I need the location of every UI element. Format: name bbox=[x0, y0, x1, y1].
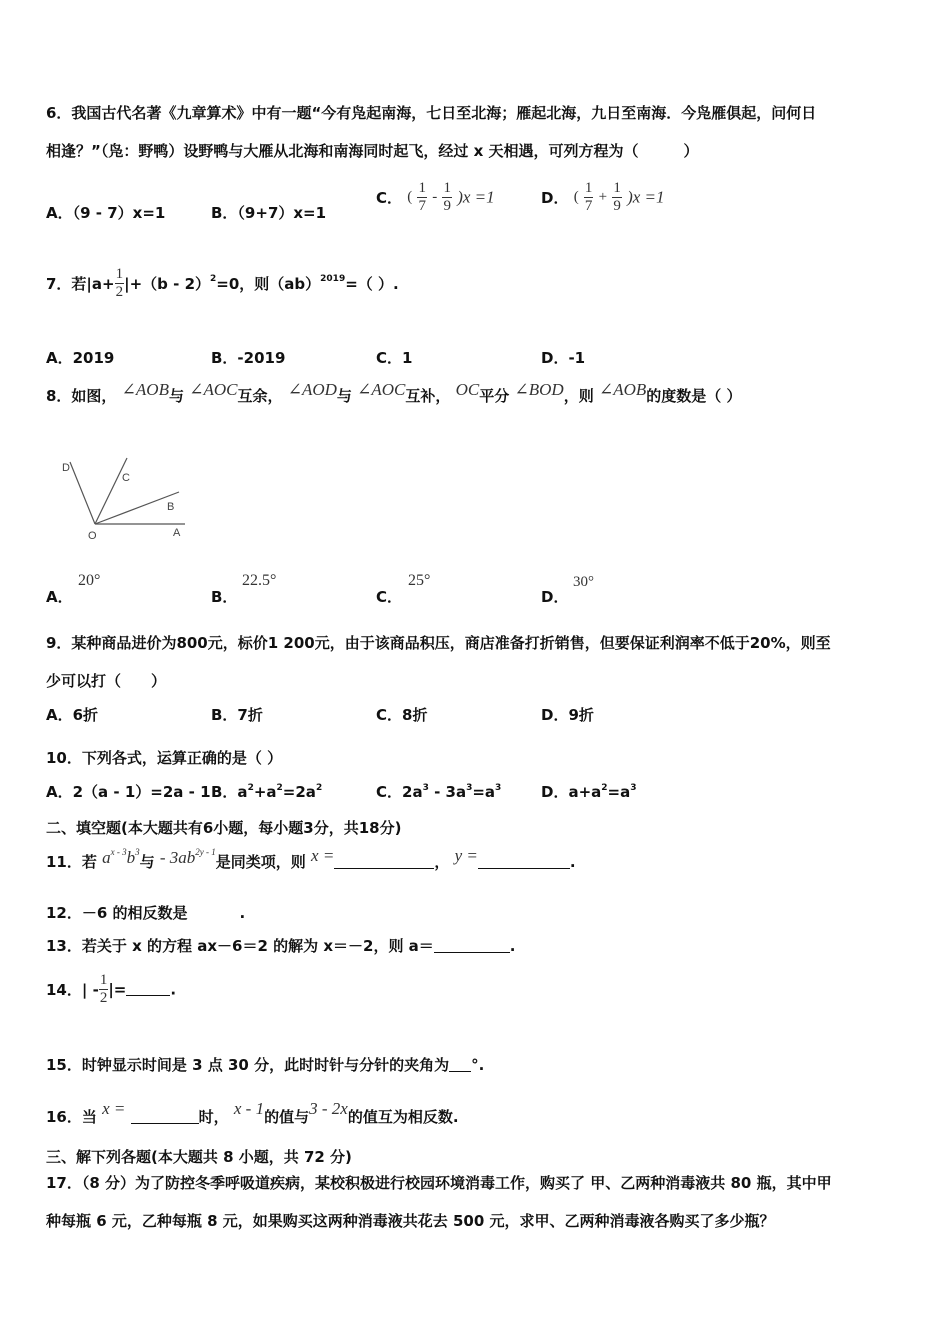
q10-option-a: A．2（a - 1）=2a - 1 bbox=[46, 783, 211, 801]
q11-term2: - 3ab bbox=[159, 848, 196, 867]
label-b: B bbox=[167, 501, 175, 513]
q10-c-mid2: =a bbox=[472, 783, 496, 801]
q8-option-c-value: 25° bbox=[408, 572, 431, 589]
q11-term1-a: a bbox=[102, 848, 111, 867]
q14-stem bbox=[46, 972, 176, 1007]
q11-term1-exp: x - 3 bbox=[110, 847, 127, 857]
q11-term1-bexp: 3 bbox=[135, 847, 140, 857]
q15-text: 15．时钟显示时间是 3 点 30 分，此时时针与分针的夹角为 bbox=[46, 1056, 450, 1074]
q8-prefix: 8．如图， bbox=[46, 387, 117, 405]
q16-suffix: 的值互为相反数. bbox=[347, 1108, 459, 1126]
q14-blank[interactable] bbox=[126, 981, 170, 996]
q8-comp: 互余， bbox=[237, 387, 283, 405]
q8-angle-aoc-2: ∠AOC bbox=[357, 380, 406, 399]
q10-c-exp1: 3 bbox=[422, 783, 429, 793]
q11-x-eq: x = bbox=[311, 846, 335, 865]
q8-option-a-label: A． bbox=[46, 588, 73, 606]
q15-end: °. bbox=[471, 1056, 485, 1074]
q6-c-frac2-den: 9 bbox=[443, 198, 451, 214]
q11-y-blank[interactable] bbox=[478, 854, 570, 869]
q14-frac-den: 2 bbox=[99, 990, 108, 1006]
q8-stem bbox=[46, 380, 742, 406]
q7-mid2: =0，则（ab） bbox=[216, 275, 321, 293]
q14-frac bbox=[99, 972, 109, 1007]
q6-d-frac1 bbox=[584, 180, 594, 215]
q11-prefix: 11．若 bbox=[46, 853, 97, 871]
q14-prefix: 14．| - bbox=[46, 981, 99, 999]
q16-stem bbox=[46, 1099, 459, 1127]
q6-d-frac2-num: 1 bbox=[613, 180, 621, 196]
q10-b-exp1: 2 bbox=[247, 783, 254, 793]
q16-when: 时， bbox=[198, 1108, 229, 1126]
q9-option-d: D．9折 bbox=[541, 706, 594, 724]
q8-suffix: 的度数是（ ） bbox=[646, 387, 742, 405]
q11-term2-exp: 2y - 1 bbox=[195, 847, 216, 857]
q8-option-b-value: 22.5° bbox=[242, 572, 277, 589]
q7-exp2019: 2019 bbox=[320, 274, 346, 284]
q10-c-mid: - 3a bbox=[428, 783, 467, 801]
q10-b-exp2: 2 bbox=[276, 783, 283, 793]
q8-option-d-value: 30° bbox=[573, 574, 594, 590]
q8-option-a-value: 20° bbox=[78, 572, 101, 589]
q16-prefix: 16．当 bbox=[46, 1108, 97, 1126]
q6-option-b: B．（9+7）x=1 bbox=[211, 204, 327, 222]
q6-c-frac1 bbox=[417, 180, 427, 215]
q8-angle-aoc: ∠AOC bbox=[189, 380, 238, 399]
q6-option-d bbox=[541, 180, 665, 215]
q7-frac bbox=[115, 266, 125, 301]
q10-c-exp3: 3 bbox=[495, 783, 502, 793]
q14-mid: |= bbox=[108, 980, 127, 999]
q10-option-c bbox=[376, 781, 501, 802]
q15-blank[interactable] bbox=[449, 1057, 471, 1072]
q6-d-plus: + bbox=[598, 189, 608, 205]
q11-mid: 是同类项，则 bbox=[215, 853, 306, 871]
q7-stem bbox=[46, 266, 399, 301]
ray-od bbox=[70, 462, 95, 524]
q14-frac-num: 1 bbox=[99, 972, 108, 988]
q7-option-a: A．2019 bbox=[46, 349, 115, 367]
q16-val-with: 的值与 bbox=[264, 1108, 310, 1126]
label-o: O bbox=[88, 530, 97, 542]
q9-stem-line2: 少可以打（ ） bbox=[46, 672, 167, 690]
q16-x-eq: x = bbox=[102, 1099, 126, 1118]
q8-option-d-label: D． bbox=[541, 588, 569, 606]
q10-b-prefix: B．a bbox=[211, 783, 248, 801]
q9-option-a: A．6折 bbox=[46, 706, 99, 724]
q7-frac-den: 2 bbox=[115, 284, 124, 300]
q6-stem-line2: 相逢？”（凫：野鸭）设野鸭与大雁从北海和南海同时起飞，经过 x 天相遇，可列方程为（ ） bbox=[46, 142, 699, 160]
q11-y-eq: y = bbox=[454, 846, 478, 865]
q10-b-mid2: =2a bbox=[282, 783, 316, 801]
q10-d-prefix: D．a+a bbox=[541, 783, 602, 801]
q8-angle-bod: ∠BOD bbox=[514, 380, 564, 399]
q14-end: . bbox=[170, 980, 177, 999]
q15-stem bbox=[46, 1054, 484, 1075]
q9-option-c: C．8折 bbox=[376, 706, 428, 724]
q6-d-frac2-den: 9 bbox=[613, 198, 621, 214]
q8-angle-figure bbox=[55, 452, 195, 547]
q8-with-1: 与 bbox=[168, 387, 184, 405]
label-d: D bbox=[62, 462, 70, 474]
q8-bisect: 平分 bbox=[479, 387, 510, 405]
q7-exp2: 2 bbox=[210, 274, 217, 284]
q8-angle-aob: ∠AOB bbox=[121, 380, 169, 399]
q9-option-b: B．7折 bbox=[211, 706, 263, 724]
q10-d-mid: =a bbox=[607, 783, 631, 801]
q6-d-tail: )x =1 bbox=[627, 187, 665, 207]
q8-oc: OC bbox=[455, 380, 480, 399]
q8-then: ，则 bbox=[563, 387, 594, 405]
q11-term1-b: b bbox=[126, 848, 136, 867]
q6-c-frac1-num: 1 bbox=[418, 180, 426, 196]
q13-end: . bbox=[509, 937, 516, 955]
q7-option-d: D．-1 bbox=[541, 349, 586, 367]
q8-with-2: 与 bbox=[336, 387, 352, 405]
q7-option-b: B．-2019 bbox=[211, 349, 286, 367]
q6-d-frac2 bbox=[612, 180, 622, 215]
q12-text: 12．－6 的相反数是 bbox=[46, 904, 188, 922]
section3-title: 三、解下列各题(本大题共 8 小题，共 72 分) bbox=[46, 1148, 352, 1166]
section2-title: 二、填空题(本大题共有6小题，每小题3分，共18分) bbox=[46, 819, 402, 837]
q6-d-frac1-num: 1 bbox=[584, 180, 593, 196]
q17-stem-line1: 17．（8 分）为了防控冬季呼吸道疾病，某校积极进行校园环境消毒工作，购买了 甲、乙两种消毒液共 80 瓶，其中甲 bbox=[46, 1174, 832, 1192]
q11-end: . bbox=[569, 853, 576, 871]
q7-frac-num: 1 bbox=[115, 266, 124, 282]
q11-x-blank[interactable] bbox=[334, 854, 434, 869]
q8-supp: 互补， bbox=[405, 387, 451, 405]
q13-stem bbox=[46, 935, 516, 956]
q7-option-c: C．1 bbox=[376, 349, 413, 367]
q11-with: 与 bbox=[139, 853, 155, 871]
q6-c-frac2 bbox=[442, 180, 452, 215]
q12-stem bbox=[46, 902, 245, 923]
q10-b-mid: +a bbox=[253, 783, 277, 801]
q11-comma: ， bbox=[434, 853, 450, 871]
q7-suffix: =（ ）. bbox=[345, 275, 399, 293]
q7-mid: |+（b - 2） bbox=[124, 275, 211, 293]
q6-c-lparen: ( bbox=[407, 189, 413, 205]
q8-option-c-label: C． bbox=[376, 588, 403, 606]
q6-option-d-label: D． bbox=[541, 189, 569, 207]
q11-stem bbox=[46, 846, 576, 872]
q10-c-prefix: C．2a bbox=[376, 783, 423, 801]
label-c: C bbox=[122, 472, 130, 484]
q6-option-c bbox=[376, 180, 495, 215]
q16-expr2: 3 - 2x bbox=[309, 1099, 348, 1118]
q6-option-a: A．（9 - 7）x=1 bbox=[46, 204, 166, 222]
q16-expr1: x - 1 bbox=[233, 1099, 265, 1118]
q10-d-exp2: 3 bbox=[630, 783, 637, 793]
q8-option-b-label: B． bbox=[211, 588, 238, 606]
q9-stem-line1: 9．某种商品进价为800元，标价1 200元，由于该商品积压，商店准备打折销售，但要保证利润率不低于20%，则至 bbox=[46, 634, 831, 652]
q6-c-minus: - bbox=[432, 189, 438, 205]
q10-option-b bbox=[211, 781, 322, 802]
q6-stem-line1: 6．我国古代名著《九章算术》中有一题“今有凫起南海，七日至北海；雁起北海，九日至南海．今凫雁俱起，问何日 bbox=[46, 104, 817, 122]
q10-option-d bbox=[541, 781, 637, 802]
q6-d-lparen: ( bbox=[573, 189, 579, 205]
q8-angle-aod: ∠AOD bbox=[287, 380, 337, 399]
q12-end: . bbox=[239, 904, 246, 922]
q8-angle-aob-2: ∠AOB bbox=[598, 380, 647, 399]
q10-stem: 10．下列各式，运算正确的是（ ） bbox=[46, 749, 283, 767]
q13-blank[interactable] bbox=[434, 938, 510, 953]
q10-d-exp1: 2 bbox=[601, 783, 608, 793]
q6-c-tail: )x =1 bbox=[457, 187, 495, 207]
q6-c-frac2-num: 1 bbox=[443, 180, 451, 196]
q6-c-frac1-den: 7 bbox=[418, 198, 426, 214]
q17-stem-line2: 种每瓶 6 元，乙种每瓶 8 元，如果购买这两种消毒液共花去 500 元，求甲、乙两种消毒液各购买了多少瓶？ bbox=[46, 1212, 775, 1230]
q16-blank[interactable] bbox=[131, 1109, 199, 1124]
label-a: A bbox=[173, 527, 181, 539]
q13-text: 13．若关于 x 的方程 ax－6＝2 的解为 x＝－2，则 a＝ bbox=[46, 937, 434, 955]
q6-d-frac1-den: 7 bbox=[584, 198, 593, 214]
q10-c-exp2: 3 bbox=[466, 783, 473, 793]
q7-prefix: 7．若|a+ bbox=[46, 275, 115, 293]
q6-option-c-label: C． bbox=[376, 189, 403, 207]
q10-b-exp3: 2 bbox=[315, 783, 323, 793]
